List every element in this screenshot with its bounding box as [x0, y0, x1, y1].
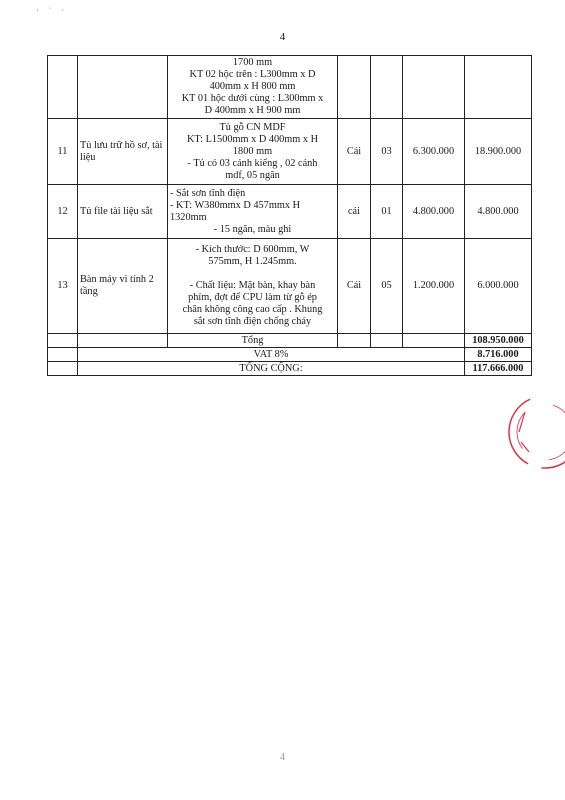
row-unit: [338, 56, 371, 119]
company-stamp: [505, 392, 565, 472]
row-stt: 11: [48, 119, 78, 185]
spec-line: Tủ gỗ CN MDF: [219, 121, 286, 133]
row-total: 4.800.000: [465, 185, 532, 239]
row-spec: [168, 239, 338, 334]
spec-line: 1800 mm: [232, 145, 273, 157]
row-name: Tủ file tài liệu sắt: [78, 185, 168, 239]
row-stt: 13: [48, 239, 78, 334]
row-spec: [168, 56, 338, 119]
grand-total-row: [48, 362, 532, 376]
row-name: Tủ lưu trữ hồ sơ, tài liệu: [78, 119, 168, 185]
row-qty: 05: [371, 239, 403, 334]
spec-line: 575mm, H 1.245mm.: [208, 256, 297, 267]
spec-line: D 400mm x H 900 mm: [204, 105, 301, 116]
spec-line: 1320mm: [170, 211, 207, 223]
row-price: 6.300.000: [403, 119, 465, 185]
row-qty: 03: [371, 119, 403, 185]
spec-line: sắt sơn tĩnh điện chống cháy: [193, 316, 312, 327]
items-table: [47, 55, 532, 376]
vat-label: VAT 8%: [78, 348, 465, 362]
table-row: [48, 119, 532, 185]
spec-line: KT 02 hộc trên : L300mm x D: [189, 69, 316, 80]
row-stt: [48, 56, 78, 119]
spec-line: - KT: W380mmx D 457mmx H: [170, 199, 301, 211]
row-price: 4.800.000: [403, 185, 465, 239]
spec-line: 1700 mm: [232, 57, 273, 68]
row-total: 18.900.000: [465, 119, 532, 185]
grand-total-value: 117.666.000: [465, 362, 532, 376]
table-row: [48, 56, 532, 119]
spec-line: - Tủ có 03 cánh kiếng , 02 cánh: [187, 157, 318, 169]
grand-total-label: TỔNG CỘNG:: [78, 362, 465, 376]
vat-value: 8.716.000: [465, 348, 532, 362]
row-qty: 01: [371, 185, 403, 239]
row-name: [78, 56, 168, 119]
vat-row: [48, 348, 532, 362]
row-unit: Cái: [338, 239, 371, 334]
row-price: [403, 56, 465, 119]
row-total: 6.000.000: [465, 239, 532, 334]
spec-gap: [170, 268, 335, 280]
spec-line: 400mm x H 800 mm: [209, 81, 296, 92]
scan-specks: · ˙ ·: [36, 6, 68, 15]
page-number-top: 4: [279, 31, 286, 43]
row-unit: Cái: [338, 119, 371, 185]
spec-line: - 15 ngăn, màu ghi: [213, 223, 292, 235]
subtotal-label: Tổng: [168, 334, 338, 348]
row-spec: [168, 119, 338, 185]
row-total: [465, 56, 532, 119]
spec-line: - Chất liệu: Mặt bàn, khay bàn: [189, 280, 316, 291]
page-number-bottom: 4: [280, 752, 285, 763]
row-qty: [371, 56, 403, 119]
spec-line: phím, đợt để CPU làm từ gỗ ép: [188, 292, 317, 303]
spec-line: chân không công cao cấp . Khung: [182, 304, 323, 315]
spec-line: mdf, 05 ngăn: [225, 169, 280, 181]
subtotal-value: 108.950.000: [465, 334, 532, 348]
row-spec: [168, 185, 338, 239]
spec-line: KT 01 hộc dưới cùng : L300mm x: [181, 93, 324, 104]
row-name: Bàn máy vi tính 2 tầng: [78, 239, 168, 334]
table-row: [48, 185, 532, 239]
table-row: [48, 239, 532, 334]
subtotal-row: [48, 334, 532, 348]
row-price: 1.200.000: [403, 239, 465, 334]
spec-line: - Sắt sơn tĩnh điện: [170, 187, 246, 199]
row-stt: 12: [48, 185, 78, 239]
row-unit: cái: [338, 185, 371, 239]
spec-line: KT: L1500mm x D 400mm x H: [186, 133, 319, 145]
spec-line: - Kích thước: D 600mm, W: [195, 244, 310, 255]
